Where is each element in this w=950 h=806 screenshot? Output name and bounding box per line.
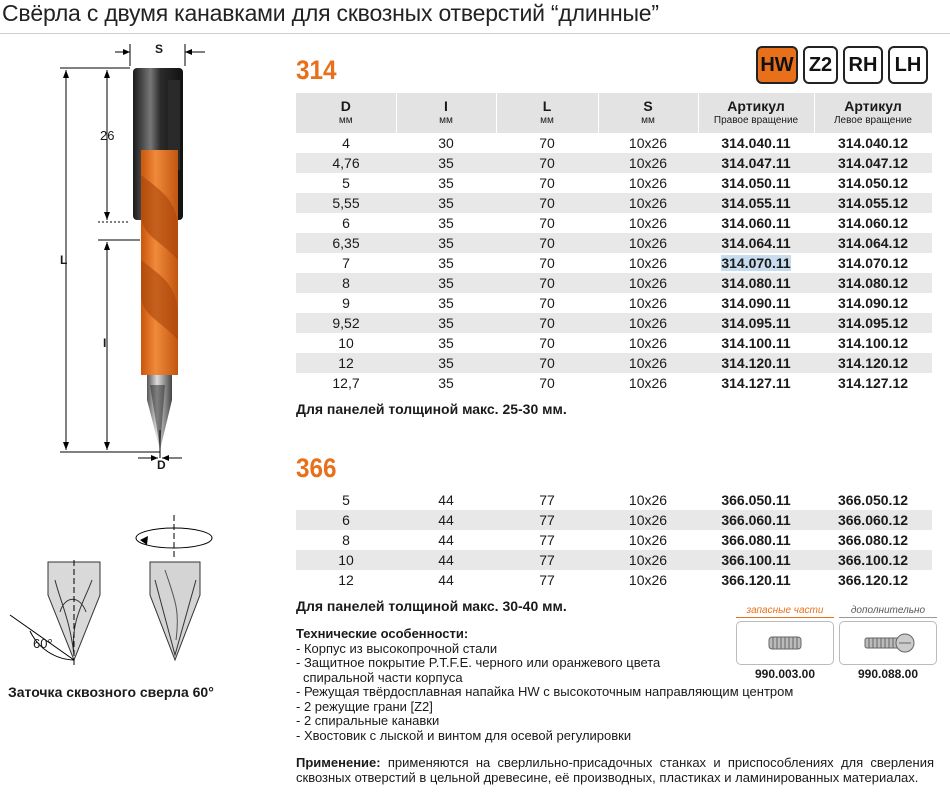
cell-article-right: 314.120.11	[698, 353, 814, 373]
cell-article-left: 314.100.12	[837, 335, 909, 351]
angle-label: 60°	[33, 636, 53, 651]
cell-l: 70	[539, 255, 555, 271]
feature-item: - Защитное покрытие P.T.F.E. черного или оранжевого цвета	[296, 655, 661, 670]
cell-article-left: 314.120.12	[814, 353, 932, 373]
cell-d: 4,76	[296, 153, 396, 173]
cell-article-left: 366.100.12	[814, 550, 932, 570]
table-row	[296, 173, 932, 193]
cell-s: 10x26	[598, 233, 698, 253]
note-314: Для панелей толщиной макс. 25-30 мм.	[296, 401, 567, 417]
cell-article-right: 314.095.11	[698, 313, 814, 333]
dim-d-label: D	[157, 458, 166, 472]
cell-s: 10x26	[598, 510, 698, 530]
cell-l: 70	[539, 375, 555, 391]
cell-i: 44	[438, 572, 454, 588]
cell-l: 70	[539, 135, 555, 151]
cell-d: 6	[342, 215, 350, 231]
cell-s: 10x26	[598, 153, 698, 173]
cell-i: 35	[438, 335, 454, 351]
spare-part-title: запасные части	[736, 604, 834, 618]
cell-i: 35	[438, 175, 454, 191]
cell-l: 70	[496, 273, 598, 293]
sharpening-caption: Заточка сквозного сверла 60°	[8, 684, 214, 700]
cell-article-left: 314.060.12	[837, 215, 909, 231]
header-s: S мм	[598, 93, 698, 133]
cell-s: 10x26	[598, 273, 698, 293]
cell-i: 35	[438, 255, 454, 271]
cell-article-left: 314.040.12	[837, 135, 909, 151]
table-row	[296, 353, 932, 373]
drill-drawing	[0, 36, 260, 476]
cell-s: 10x26	[628, 255, 668, 271]
table-row	[296, 313, 932, 333]
table-row	[296, 233, 932, 253]
cell-d: 5	[342, 492, 350, 508]
cell-d: 4	[342, 135, 350, 151]
cell-l: 77	[496, 550, 598, 570]
cell-s: 10x26	[628, 572, 668, 588]
cell-i: 35	[438, 215, 454, 231]
cell-s: 10x26	[598, 353, 698, 373]
cell-s: 10x26	[628, 375, 668, 391]
cell-s: 10x26	[628, 492, 668, 508]
header-l: L мм	[496, 93, 598, 133]
bolt-icon	[861, 631, 915, 655]
cell-d: 12,7	[332, 375, 360, 391]
feature-item: - Режущая твёрдосплавная напайка HW с высокоточным направляющим центром	[296, 684, 794, 699]
dim-26-label: 26	[100, 128, 115, 143]
header-article-right: Артикул Правое вращение	[698, 93, 814, 133]
table-366	[296, 490, 932, 590]
extra-part-code: 990.088.00	[857, 667, 919, 681]
table-314	[296, 93, 933, 393]
badge-hw: HW	[756, 46, 798, 84]
cell-d: 8	[296, 273, 396, 293]
cell-article-left: 366.050.12	[837, 492, 909, 508]
cell-i: 44	[438, 492, 454, 508]
table-row	[296, 510, 932, 530]
page-title: Свёрла с двумя канавками для сквозных отверстий “длинные”	[2, 0, 659, 26]
cell-article-left: 314.127.12	[837, 375, 909, 391]
cell-l: 70	[539, 295, 555, 311]
cell-s: 10x26	[598, 550, 698, 570]
table-row	[296, 333, 932, 353]
cell-l: 77	[539, 572, 555, 588]
extra-part-title: дополнительно	[839, 604, 937, 618]
cell-d: 10	[338, 335, 354, 351]
cell-article-left: 314.095.12	[814, 313, 932, 333]
feature-item: - Хвостовик с лыской и винтом для осевой регулировки	[296, 727, 632, 743]
header-d: D мм	[296, 93, 396, 133]
cell-i: 35	[396, 273, 496, 293]
cell-d: 12	[338, 572, 354, 588]
table-row	[296, 213, 932, 233]
cell-article-right: 314.100.11	[721, 335, 791, 351]
cell-article-right: 314.064.11	[698, 233, 814, 253]
cell-d: 6,35	[296, 233, 396, 253]
features-heading: Технические особенности:	[296, 626, 469, 641]
cell-i: 35	[396, 153, 496, 173]
cell-i: 35	[438, 375, 454, 391]
cell-l: 70	[496, 193, 598, 213]
title-divider	[0, 33, 950, 34]
cell-i: 30	[438, 135, 454, 151]
table-row	[296, 550, 932, 570]
cell-d: 10	[296, 550, 396, 570]
cell-l: 70	[539, 175, 555, 191]
cell-i: 35	[396, 233, 496, 253]
cell-l: 70	[539, 215, 555, 231]
cell-article-left: 314.070.12	[837, 255, 909, 271]
series-314-title: 314	[296, 55, 337, 85]
cell-article-left: 314.064.12	[814, 233, 932, 253]
cell-d: 5,55	[296, 193, 396, 213]
cell-i: 44	[396, 510, 496, 530]
cell-s: 10x26	[598, 313, 698, 333]
cell-article-right: 314.090.11	[721, 295, 791, 311]
table-row	[296, 293, 932, 313]
cell-i: 35	[396, 353, 496, 373]
table-row	[296, 273, 932, 293]
dim-s-label: S	[155, 42, 164, 56]
cell-d: 5	[342, 175, 350, 191]
application	[296, 756, 934, 785]
series-366-title: 366	[296, 453, 337, 483]
cell-i: 35	[438, 295, 454, 311]
feature-item: - 2 режущие грани [Z2]	[296, 698, 433, 714]
table-row	[296, 133, 932, 153]
feature-item: - Корпус из высокопрочной стали	[296, 640, 498, 656]
cell-article-right: 314.070.11	[721, 255, 791, 271]
cell-s: 10x26	[628, 295, 668, 311]
header-article-left: Артикул Левое вращение	[814, 93, 932, 133]
cell-d: 9	[342, 295, 350, 311]
note-366: Для панелей толщиной макс. 30-40 мм.	[296, 598, 567, 614]
badges	[756, 46, 928, 84]
cell-d: 8	[342, 532, 350, 548]
cell-s: 10x26	[628, 175, 668, 191]
cell-article-right: 366.060.11	[698, 510, 814, 530]
cell-article-right: 314.040.11	[721, 135, 791, 151]
cell-l: 77	[539, 492, 555, 508]
cell-s: 10x26	[628, 215, 668, 231]
features	[296, 627, 856, 743]
cell-l: 70	[496, 233, 598, 253]
badge-rh: RH	[843, 46, 883, 84]
badge-lh: LH	[888, 46, 928, 84]
feature-item: спиральной части корпуса	[303, 669, 463, 685]
table-row	[296, 153, 932, 173]
cell-i: 44	[396, 550, 496, 570]
cell-article-left: 314.050.12	[837, 175, 909, 191]
cell-article-left: 314.047.12	[814, 153, 932, 173]
cell-d: 7	[342, 255, 350, 271]
dim-i-label: I	[103, 336, 107, 350]
cell-article-left: 366.080.12	[837, 532, 909, 548]
cell-article-right: 314.047.11	[698, 153, 814, 173]
cell-l: 70	[496, 153, 598, 173]
cell-d: 6	[296, 510, 396, 530]
sharpening-drawing	[0, 508, 230, 678]
cell-article-right: 314.060.11	[721, 215, 791, 231]
cell-article-left: 366.120.12	[837, 572, 909, 588]
cell-s: 10x26	[628, 532, 668, 548]
cell-article-left: 366.060.12	[814, 510, 932, 530]
table-row	[296, 490, 932, 510]
cell-d: 12	[296, 353, 396, 373]
header-i: I мм	[396, 93, 496, 133]
cell-l: 70	[496, 313, 598, 333]
table-row	[296, 193, 932, 213]
application-heading: Применение:	[296, 755, 381, 770]
cell-l: 77	[496, 510, 598, 530]
cell-article-right: 366.080.11	[721, 532, 791, 548]
cell-article-left: 314.055.12	[814, 193, 932, 213]
table-row	[296, 253, 932, 273]
cell-article-left: 314.080.12	[814, 273, 932, 293]
cell-article-left: 314.090.12	[837, 295, 909, 311]
cell-article-right: 366.100.11	[698, 550, 814, 570]
cell-article-right: 314.050.11	[721, 175, 791, 191]
cell-l: 70	[539, 335, 555, 351]
cell-i: 44	[438, 532, 454, 548]
cell-l: 77	[539, 532, 555, 548]
cell-d: 9,52	[296, 313, 396, 333]
application-text: применяются на сверлильно-присадочных станках и приспособлениях для сверления сквозных отверстий в цельной древесине, её производных, пластиках и ламинированных материалах.	[296, 755, 934, 785]
cell-i: 35	[396, 193, 496, 213]
cell-s: 10x26	[598, 193, 698, 213]
cell-s: 10x26	[628, 135, 668, 151]
cell-i: 35	[396, 313, 496, 333]
table-row	[296, 530, 932, 550]
cell-article-right: 314.080.11	[698, 273, 814, 293]
table-row	[296, 570, 932, 590]
cell-l: 70	[496, 353, 598, 373]
cell-article-right: 366.120.11	[721, 572, 791, 588]
spare-part-code: 990.003.00	[754, 667, 816, 681]
badge-z2: Z2	[803, 46, 838, 84]
dim-l-label: L	[60, 253, 68, 267]
cell-article-right: 314.127.11	[721, 375, 791, 391]
cell-s: 10x26	[628, 335, 668, 351]
cell-article-right: 314.055.11	[698, 193, 814, 213]
feature-item: - 2 спиральные канавки	[296, 713, 440, 728]
cell-article-right: 366.050.11	[721, 492, 791, 508]
table-row	[296, 373, 932, 393]
